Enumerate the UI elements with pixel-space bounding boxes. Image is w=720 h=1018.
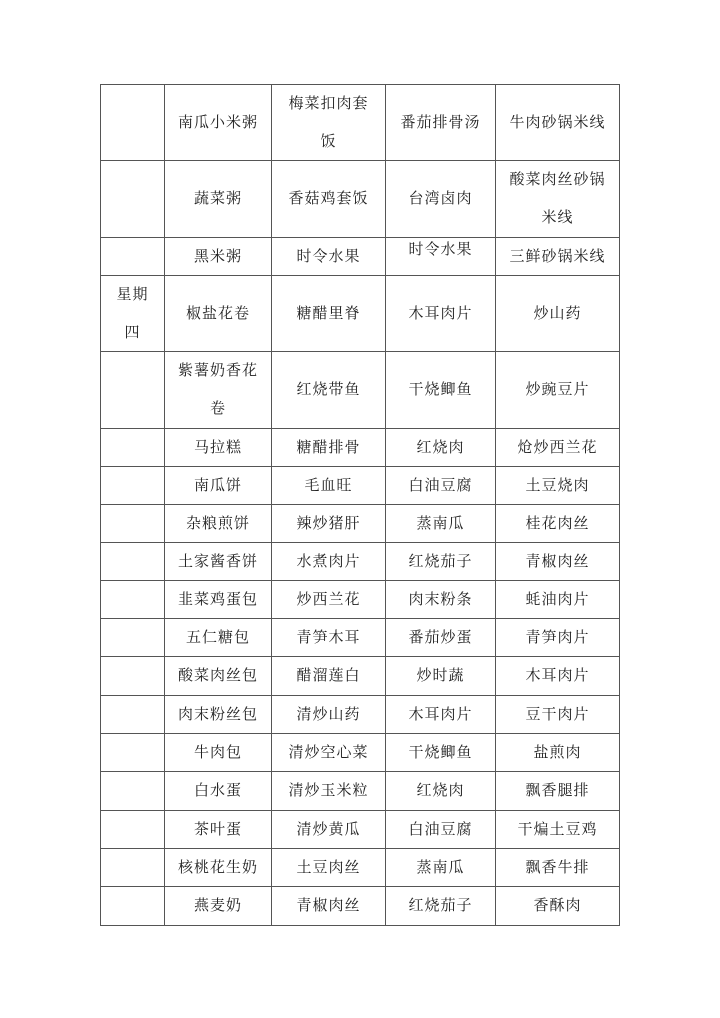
menu-cell: 白水蛋	[165, 772, 272, 811]
menu-cell: 蒸南瓜	[386, 505, 496, 543]
menu-cell: 蚝油肉片	[496, 581, 620, 619]
menu-cell: 辣炒猪肝	[272, 505, 386, 543]
menu-cell: 杂粮煎饼	[165, 505, 272, 543]
menu-cell: 牛肉砂锅米线	[496, 85, 620, 161]
day-cell	[101, 85, 165, 161]
menu-cell: 时令水果	[272, 238, 386, 276]
menu-cell: 马拉糕	[165, 429, 272, 467]
menu-cell: 木耳肉片	[386, 276, 496, 352]
menu-cell: 肉末粉丝包	[165, 696, 272, 734]
menu-cell: 梅菜扣肉套饭	[272, 85, 386, 161]
menu-cell: 牛肉包	[165, 734, 272, 772]
menu-cell: 香菇鸡套饭	[272, 161, 386, 238]
menu-cell: 清炒空心菜	[272, 734, 386, 772]
menu-cell: 红烧肉	[386, 429, 496, 467]
day-cell	[101, 581, 165, 619]
menu-cell: 清炒山药	[272, 696, 386, 734]
menu-cell: 炒西兰花	[272, 581, 386, 619]
menu-cell: 蒸南瓜	[386, 849, 496, 887]
day-cell	[101, 734, 165, 772]
menu-cell: 土豆肉丝	[272, 849, 386, 887]
menu-cell: 南瓜饼	[165, 467, 272, 505]
menu-cell: 白油豆腐	[386, 811, 496, 849]
menu-cell: 红烧带鱼	[272, 352, 386, 429]
menu-cell: 酸菜肉丝包	[165, 657, 272, 696]
day-cell	[101, 772, 165, 811]
menu-cell: 椒盐花卷	[165, 276, 272, 352]
menu-cell-text: 时令水果	[408, 241, 473, 258]
menu-cell: 核桃花生奶	[165, 849, 272, 887]
day-cell	[101, 505, 165, 543]
menu-cell: 水煮肉片	[272, 543, 386, 581]
menu-cell: 木耳肉片	[386, 696, 496, 734]
menu-cell: 干煸土豆鸡	[496, 811, 620, 849]
menu-cell: 紫薯奶香花卷	[165, 352, 272, 429]
menu-cell: 三鲜砂锅米线	[496, 238, 620, 276]
day-cell	[101, 696, 165, 734]
menu-cell: 燕麦奶	[165, 887, 272, 926]
day-cell	[101, 161, 165, 238]
menu-cell: 红烧肉	[386, 772, 496, 811]
day-cell	[101, 238, 165, 276]
menu-cell: 肉末粉条	[386, 581, 496, 619]
menu-cell: 红烧茄子	[386, 543, 496, 581]
menu-cell: 青椒肉丝	[272, 887, 386, 926]
menu-cell: 酸菜肉丝砂锅米线	[496, 161, 620, 238]
menu-cell: 清炒黄瓜	[272, 811, 386, 849]
menu-cell: 木耳肉片	[496, 657, 620, 696]
menu-cell: 飘香腿排	[496, 772, 620, 811]
day-cell	[101, 849, 165, 887]
menu-cell: 炝炒西兰花	[496, 429, 620, 467]
day-cell	[101, 543, 165, 581]
menu-cell: 蔬菜粥	[165, 161, 272, 238]
menu-table	[100, 84, 620, 926]
day-cell	[101, 657, 165, 696]
menu-cell: 清炒玉米粒	[272, 772, 386, 811]
day-cell	[101, 352, 165, 429]
day-cell	[101, 467, 165, 505]
menu-cell: 土豆烧肉	[496, 467, 620, 505]
menu-cell: 青椒肉丝	[496, 543, 620, 581]
menu-cell: 番茄炒蛋	[386, 619, 496, 657]
menu-cell: 番茄排骨汤	[386, 85, 496, 161]
day-cell: 星期四	[101, 276, 165, 352]
menu-cell: 炒豌豆片	[496, 352, 620, 429]
menu-cell: 五仁糖包	[165, 619, 272, 657]
menu-cell: 飘香牛排	[496, 849, 620, 887]
menu-cell	[386, 238, 496, 276]
menu-cell: 台湾卤肉	[386, 161, 496, 238]
menu-cell: 白油豆腐	[386, 467, 496, 505]
menu-cell: 香酥肉	[496, 887, 620, 926]
day-cell	[101, 811, 165, 849]
menu-cell: 毛血旺	[272, 467, 386, 505]
menu-cell: 土家酱香饼	[165, 543, 272, 581]
menu-cell: 桂花肉丝	[496, 505, 620, 543]
menu-cell: 糖醋里脊	[272, 276, 386, 352]
menu-cell: 醋溜莲白	[272, 657, 386, 696]
menu-cell: 豆干肉片	[496, 696, 620, 734]
menu-cell: 青笋木耳	[272, 619, 386, 657]
menu-cell: 干烧鲫鱼	[386, 352, 496, 429]
day-cell	[101, 429, 165, 467]
day-cell	[101, 887, 165, 926]
menu-cell: 炒时蔬	[386, 657, 496, 696]
menu-cell: 黑米粥	[165, 238, 272, 276]
menu-cell: 干烧鲫鱼	[386, 734, 496, 772]
menu-cell: 糖醋排骨	[272, 429, 386, 467]
menu-cell: 南瓜小米粥	[165, 85, 272, 161]
menu-cell: 红烧茄子	[386, 887, 496, 926]
menu-cell: 盐煎肉	[496, 734, 620, 772]
menu-cell: 青笋肉片	[496, 619, 620, 657]
menu-cell: 炒山药	[496, 276, 620, 352]
day-cell	[101, 619, 165, 657]
menu-cell: 茶叶蛋	[165, 811, 272, 849]
menu-cell: 韭菜鸡蛋包	[165, 581, 272, 619]
